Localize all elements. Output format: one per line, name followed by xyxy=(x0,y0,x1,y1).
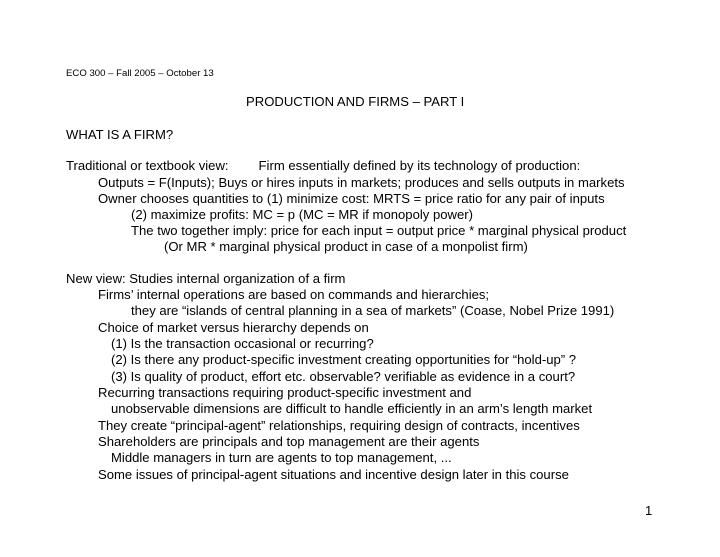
section-heading-what-is-a-firm: WHAT IS A FIRM? xyxy=(66,127,174,142)
text-line: The two together imply: price for each input = output price * marginal physical product xyxy=(131,223,627,238)
text-line: (1) Is the transaction occasional or recurring? xyxy=(111,336,374,351)
text-line: Outputs = F(Inputs); Buys or hires inputs in markets; produces and sells outputs in markets xyxy=(98,175,625,190)
traditional-view-label: Traditional or textbook view: xyxy=(66,158,229,173)
text-line: Recurring transactions requiring product-specific investment and xyxy=(98,385,472,400)
text-line: Shareholders are principals and top management are their agents xyxy=(98,434,480,449)
section-heading-new-view: New view: Studies internal organization of a firm xyxy=(66,271,346,286)
text-line: (2) maximize profits: MC = p (MC = MR if monopoly power) xyxy=(131,207,473,222)
text-line: Some issues of principal-agent situations and incentive design later in this course xyxy=(98,467,569,482)
text-line: Choice of market versus hierarchy depends on xyxy=(98,320,369,335)
text-line: (2) Is there any product-specific investment creating opportunities for “hold-up” ? xyxy=(111,352,577,367)
text-line: Owner chooses quantities to (1) minimize cost: MRTS = price ratio for any pair of inputs xyxy=(98,191,605,206)
page-title: PRODUCTION AND FIRMS – PART I xyxy=(246,94,465,109)
text-line: they are “islands of central planning in a sea of markets” (Coase, Nobel Prize 1991) xyxy=(131,303,615,318)
traditional-view-line xyxy=(66,158,580,174)
text-line: (3) Is quality of product, effort etc. observable? verifiable as evidence in a court? xyxy=(111,369,576,384)
text-line: Firms’ internal operations are based on commands and hierarchies; xyxy=(98,287,490,302)
text-line: Middle managers in turn are agents to top management, ... xyxy=(111,450,452,465)
document-header: ECO 300 – Fall 2005 – October 13 xyxy=(66,68,214,79)
text-line: They create “principal-agent” relationships, requiring design of contracts, incentives xyxy=(98,418,580,433)
text-line: (Or MR * marginal physical product in case of a monpolist firm) xyxy=(164,239,528,254)
traditional-view-text: Firm essentially defined by its technology of production: xyxy=(258,158,581,173)
text-line: unobservable dimensions are difficult to handle efficiently in an arm’s length market xyxy=(111,401,593,416)
page-number: 1 xyxy=(645,503,653,518)
